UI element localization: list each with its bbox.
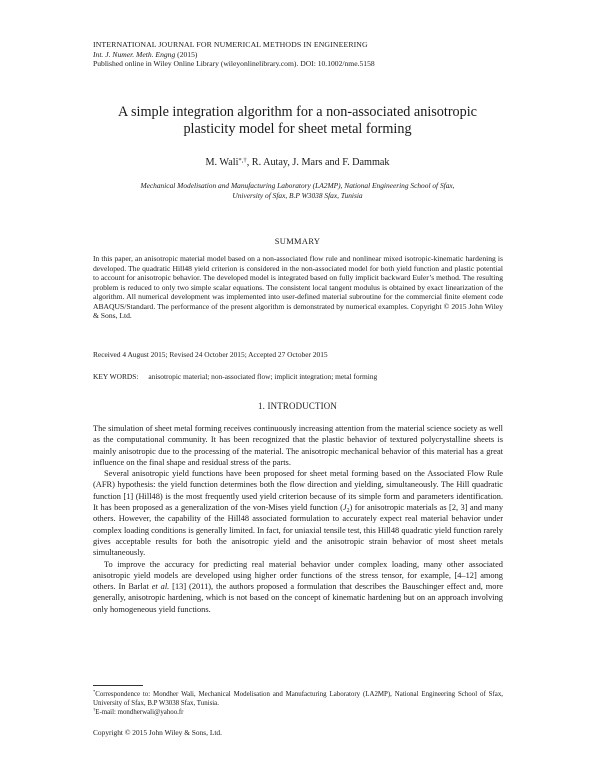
et-al: et al. — [151, 582, 170, 592]
correspondence-footnote — [93, 690, 503, 708]
paragraph-3 — [93, 559, 503, 615]
journal-header — [93, 40, 375, 69]
affiliation-line-2: University of Sfax, B.P W3038 Sfax, Tunisia — [232, 191, 363, 200]
author-list — [60, 157, 535, 168]
paragraph-2-part-a: Several anisotropic yield functions have been proposed for sheet metal forming based on the Associated Flow Rule (AFR) hypothesis: the yield function determines both the flow direction and yielding, simultaneously. The Hill quadratic function [1] (Hill48) is the most frequently used yield criterion because of its simple form and parameters identification. It has been proposed as a generalization of the von-Mises yield function ( — [93, 469, 503, 513]
author-rest: , R. Autay, J. Mars and F. Dammak — [246, 157, 390, 168]
affiliation — [90, 181, 505, 201]
body-text — [93, 423, 503, 615]
author-first: M. Wali — [205, 157, 239, 168]
publication-info: Published online in Wiley Online Library (wileyonlinelibrary.com). DOI: 10.1002/nme.5158 — [93, 59, 375, 69]
journal-citation — [93, 50, 375, 60]
paragraph-1: The simulation of sheet metal forming receives continuously increasing attention from the material science society as well as the computational community. It has been recognized that the plastic behavior of textured polycrystalline sheets is mainly anisotropic due to the processing of the material. The anisotropic mechanical behavior of this material has a great influence on the final shape and residual stress of the parts. — [93, 424, 503, 467]
paper-title — [60, 104, 535, 138]
math-var-j: J — [342, 503, 347, 513]
paragraph-2 — [93, 468, 503, 558]
email-footnote — [93, 708, 503, 717]
affiliation-line-1: Mechanical Modelisation and Manufacturing Laboratory (LA2MP), National Engineering School of Sfax, — [140, 181, 455, 190]
email-mark: † — [93, 707, 96, 712]
section-heading: 1. INTRODUCTION — [258, 401, 337, 411]
journal-name: INTERNATIONAL JOURNAL FOR NUMERICAL METHODS IN ENGINEERING — [93, 40, 368, 49]
footnotes — [93, 690, 503, 717]
author-marks: *,† — [238, 157, 247, 164]
title-line-2: plasticity model for sheet metal forming — [183, 121, 412, 137]
journal-abbrev: Int. J. Numer. Meth. Engng — [93, 49, 176, 59]
abstract-text: In this paper, an anisotropic material model based on a non-associated flow rule and nonlinear mixed isotropic-kinematic hardening is developed. The quadratic Hill48 yield criterion is considered in the non-associated model for both yield function and plastic potential to account for anisotropic behavior. The developed model is integrated based on fully implicit backward Euler’s method. The resulting problem is reduced to only two simple scalar equations. The consistent local tangent modulus is obtained by exact linearization of the algorithm. All numerical development was implemented into user-defined material subroutine for the commercial finite element code ABAQUS/Standard. The performance of the present algorithm is demonstrated by numerical examples. Copyright © 2015 John Wiley & Sons, Ltd. — [93, 254, 503, 321]
dates-line: Received 4 August 2015; Revised 24 October 2015; Accepted 27 October 2015 — [93, 350, 328, 359]
keywords-label: KEY WORDS: — [93, 372, 139, 381]
paragraph-3-part-b: [13] (2011), the authors proposed a formulation that describes the Bauschinger effect and, more generally, anisotropic hardening, which is not based on the concept of kinematic hardening but on an approach involving only homogeneous yield functions. — [93, 582, 503, 614]
keywords — [93, 372, 377, 381]
footnote-rule — [93, 685, 143, 686]
math-subscript: 2 — [346, 508, 350, 515]
journal-year: (2015) — [177, 49, 198, 59]
paragraph-2-part-b: ) for anisotropic materials as [2, 3] and many others. However, the capability of the Hill48 associated formulation to accurately expect real material behavior under complex loading conditions is generally limited. In fact, for uniaxial tensile test, this Hill48 quadratic yield function rarely gives acceptable results for both the anisotropic yield and the anisotropic strain behavior of most sheet metals simultaneously. — [93, 503, 504, 558]
corr-mark: * — [93, 689, 96, 694]
email-text: E-mail: mondherwali@yahoo.fr — [95, 709, 184, 716]
copyright-footer: Copyright © 2015 John Wiley & Sons, Ltd. — [93, 728, 222, 737]
corr-text: Correspondence to: Mondher Wali, Mechanical Modelisation and Manufacturing Laboratory (LA2MP), National Engineering School of Sfax, University of Sfax, B.P W3038 Sfax, Tunisia. — [93, 691, 503, 707]
keywords-text: anisotropic material; non-associated flow; implicit integration; metal forming — [148, 372, 378, 381]
paragraph-3-part-a: To improve the accuracy for predicting real material behavior under complex loading, many other associated anisotropic yield models are developed using higher order functions of the stress tensor, for example, [4–12] among others. In Barlat — [93, 559, 503, 592]
summary-heading: SUMMARY — [274, 237, 321, 246]
title-line-1: A simple integration algorithm for a non-associated anisotropic — [118, 104, 477, 120]
